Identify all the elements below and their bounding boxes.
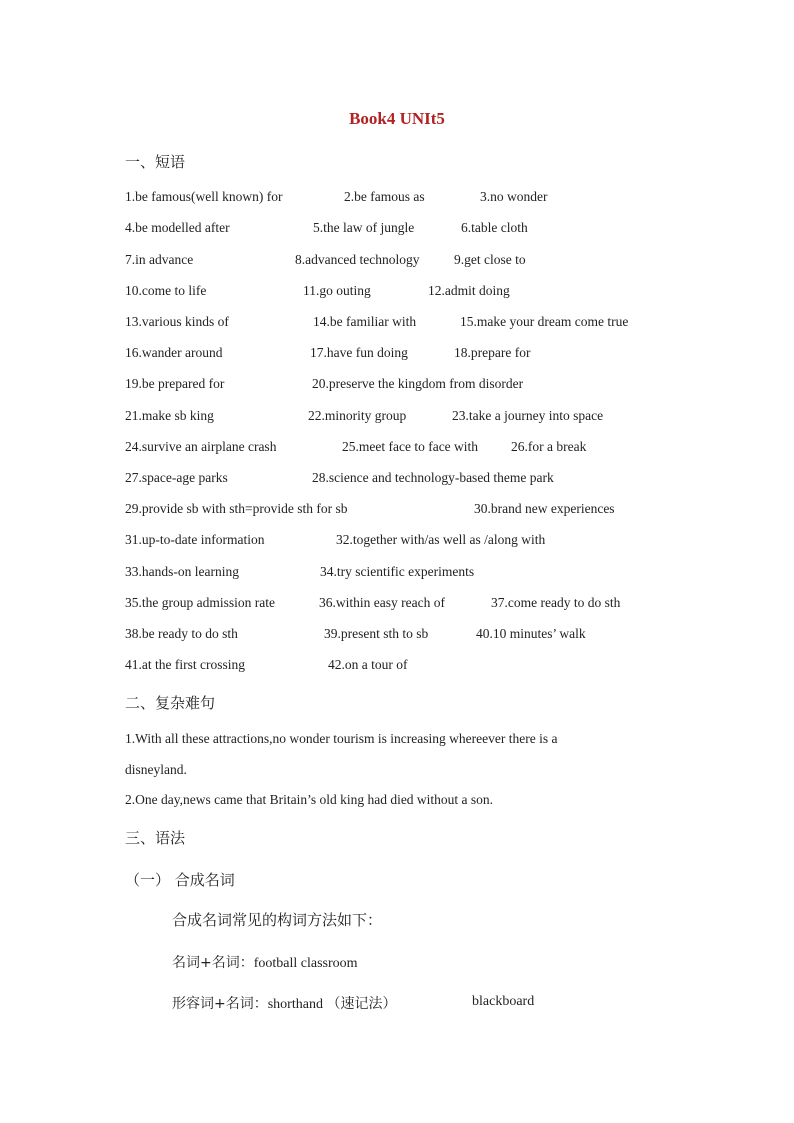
sentence-1-line-1: 1.With all these attractions,no wonder tourism is increasing whereever there is a (125, 731, 558, 746)
phrase-item: 36.within easy reach of (319, 595, 445, 610)
grammar-intro: 合成名词常见的构词方法如下： (172, 911, 383, 929)
phrase-item: 10.come to life (125, 283, 207, 298)
phrase-item: 26.for a break (511, 439, 587, 454)
subheading-compound-nouns: （一） 合成名词 (125, 871, 235, 889)
document-title: Book4 UNIt5 (349, 109, 445, 128)
phrase-item: 37.come ready to do sth (491, 595, 621, 610)
phrase-item: 21.make sb king (125, 408, 214, 423)
phrase-item: 6.table cloth (461, 220, 528, 235)
phrase-item: 4.be modelled after (125, 220, 230, 235)
phrase-item: 16.wander around (125, 345, 223, 360)
phrase-item: 23.take a journey into space (452, 408, 604, 423)
section-heading-grammar: 三、语法 (125, 829, 186, 847)
rule-label: 形容词+名词： (172, 996, 268, 1012)
rule-noun-noun (172, 952, 358, 972)
phrase-item: 11.go outing (303, 283, 371, 298)
phrase-item: 2.be famous as (344, 189, 425, 204)
phrase-item: 9.get close to (454, 252, 526, 267)
phrase-item: 5.the law of jungle (313, 220, 415, 235)
phrase-item: 20.preserve the kingdom from disorder (312, 376, 524, 391)
phrase-item: 29.provide sb with sth=provide sth for sb (125, 501, 348, 516)
rule-label: 名词+名词： (172, 955, 254, 971)
sentence-1-line-2: disneyland. (125, 762, 187, 777)
section-heading-complex-sentences: 二、复杂难句 (125, 694, 216, 712)
sentence-2: 2.One day,news came that Britain’s old king had died without a son. (125, 792, 494, 807)
phrase-item: 35.the group admission rate (125, 595, 275, 610)
phrase-item: 33.hands-on learning (125, 564, 239, 579)
phrase-item: 25.meet face to face with (342, 439, 479, 454)
phrase-item: 15.make your dream come true (460, 314, 629, 329)
rule-examples: shorthand （速记法） (267, 997, 397, 1012)
phrase-item: 42.on a tour of (328, 657, 408, 672)
phrase-item: 40.10 minutes’ walk (476, 626, 586, 641)
phrase-item: 32.together with/as well as /along with (336, 532, 546, 547)
phrase-item: 31.up-to-date information (125, 532, 265, 547)
phrase-item: 39.present sth to sb (324, 626, 429, 641)
phrase-item: 1.be famous(well known) for (125, 189, 283, 204)
phrase-item: 7.in advance (125, 252, 194, 267)
rule-examples: football classroom (253, 956, 358, 971)
section-heading-phrases: 一、短语 (125, 153, 186, 171)
phrase-item: 3.no wonder (480, 189, 548, 204)
phrase-item: 12.admit doing (428, 283, 510, 298)
phrase-item: 14.be familiar with (313, 314, 417, 329)
phrase-item: 30.brand new experiences (474, 501, 615, 516)
rule-adj-noun-extra: blackboard (472, 994, 535, 1009)
phrase-item: 34.try scientific experiments (320, 564, 475, 579)
phrase-item: 22.minority group (308, 408, 407, 423)
phrase-item: 38.be ready to do sth (125, 626, 238, 641)
phrase-item: 28.science and technology-based theme park (312, 470, 554, 485)
rule-adj-noun (172, 993, 396, 1013)
phrase-item: 13.various kinds of (125, 314, 229, 329)
phrase-item: 8.advanced technology (295, 252, 420, 267)
phrase-item: 19.be prepared for (125, 376, 225, 391)
phrase-item: 17.have fun doing (310, 345, 408, 360)
phrase-item: 18.prepare for (454, 345, 531, 360)
phrase-item: 27.space-age parks (125, 470, 228, 485)
phrase-item: 41.at the first crossing (125, 657, 245, 672)
phrase-item: 24.survive an airplane crash (125, 439, 277, 454)
